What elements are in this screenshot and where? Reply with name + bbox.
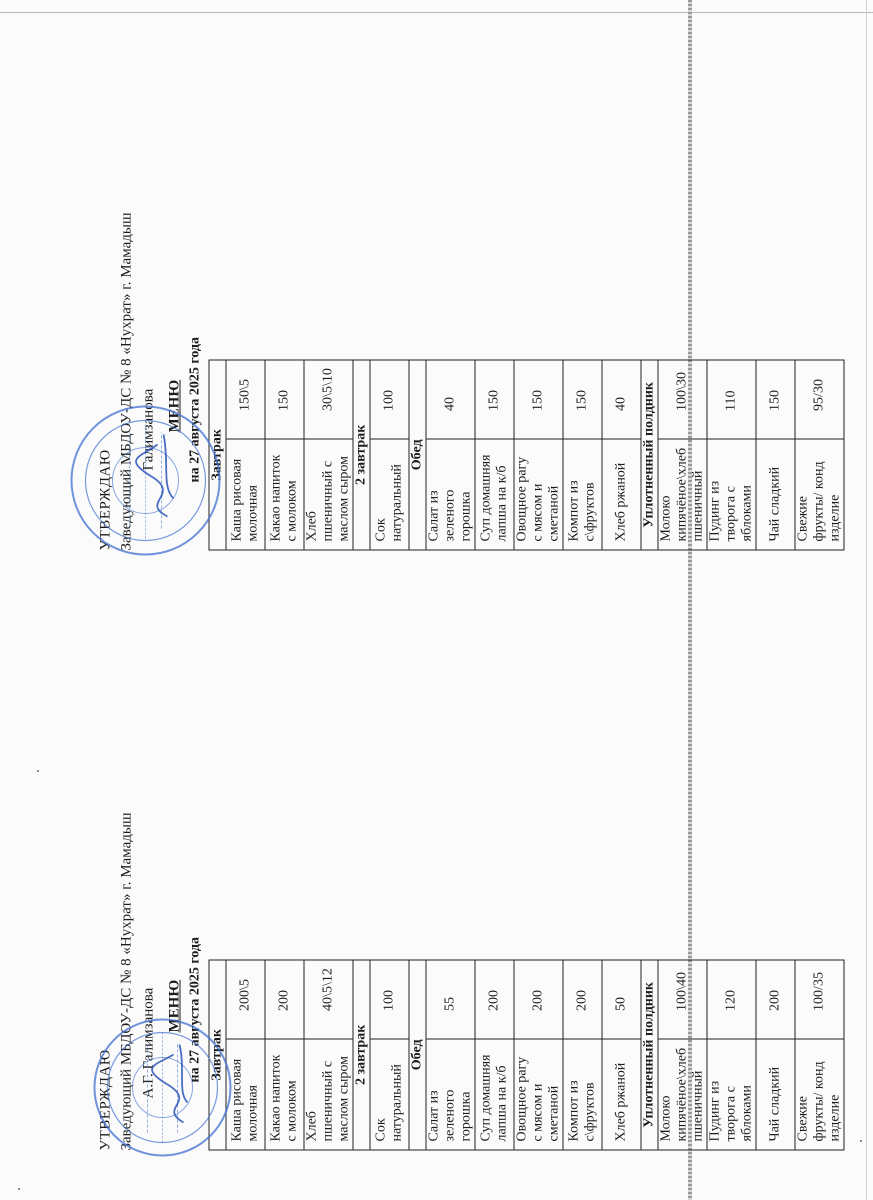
table-row — [602, 959, 641, 1149]
menu-title: МЕНЮ — [166, 979, 182, 1032]
dish-portion: 30\5\10 — [304, 359, 353, 439]
table-row — [475, 959, 514, 1149]
dish-portion: 200 — [756, 959, 795, 1039]
table-row — [795, 959, 844, 1149]
table-row — [265, 959, 304, 1149]
dish-name: Пудинг из творога с яблоками — [707, 1039, 756, 1150]
dish-name: Суп домашняя лапша на к/б — [475, 439, 514, 550]
dish-name: Какао напиток с молоком — [265, 1039, 304, 1150]
dish-name: Овощное рагу с мясом и сметаной — [514, 1039, 563, 1150]
approved-label: УТВЕРЖДАЮ — [97, 448, 113, 550]
dish-portion: 110 — [707, 359, 756, 439]
dish-name: Каша рисовая молочная — [226, 439, 265, 550]
official-stamp — [87, 1012, 237, 1162]
dish-name: Суп домашняя лапша на к/б — [475, 1039, 514, 1150]
approver-name: А.Г. Галимзанова — [140, 987, 156, 1098]
dish-portion: 55 — [426, 959, 475, 1039]
menu-title: МЕНЮ — [166, 379, 182, 432]
section-row — [641, 359, 658, 549]
table-row — [514, 359, 563, 549]
table-row — [370, 959, 409, 1149]
table-row — [426, 959, 475, 1149]
section-lunch: Обед — [409, 359, 426, 549]
table-row — [370, 359, 409, 549]
dish-name: Свежие фрукты/ конд изделие — [795, 439, 844, 550]
dish-portion: 200 — [563, 959, 602, 1039]
section-snack: Уплотненный полдник — [641, 359, 658, 549]
dish-name: Чай сладкий — [756, 1039, 795, 1150]
dish-name: Свежие фрукты/ конд изделие — [795, 1039, 844, 1150]
dish-name: Хлеб ржаной — [602, 439, 641, 550]
dish-portion: 200 — [265, 959, 304, 1039]
dish-portion: 100\40 — [658, 959, 707, 1039]
table-row — [795, 359, 844, 549]
menu-table — [208, 959, 844, 1150]
dish-name: Чай сладкий — [756, 439, 795, 550]
dish-portion: 150 — [475, 359, 514, 439]
section-row — [409, 959, 426, 1149]
dish-name: Компот из с\фруктов — [563, 1039, 602, 1150]
dish-portion: 50 — [602, 959, 641, 1039]
dish-portion: 200\5 — [226, 959, 265, 1039]
table-row — [602, 359, 641, 549]
dish-portion: 95/30 — [795, 359, 844, 439]
menu-table — [208, 359, 844, 550]
dish-name: Хлеб пшеничный с маслом сыром — [304, 1039, 353, 1150]
table-row — [475, 359, 514, 549]
section-snack: Уплотненный полдник — [641, 959, 658, 1149]
official-stamp — [65, 400, 225, 560]
dish-portion: 100\30 — [658, 359, 707, 439]
dish-portion: 40 — [602, 359, 641, 439]
approved-label: УТВЕРЖДАЮ — [97, 1048, 113, 1150]
dish-portion: 100 — [370, 359, 409, 439]
section-breakfast: Завтрак — [209, 959, 226, 1149]
section-row — [641, 959, 658, 1149]
table-row — [226, 359, 265, 549]
dish-portion: 200 — [514, 959, 563, 1039]
dish-name: Компот из с\фруктов — [563, 439, 602, 550]
dish-name: Какао напиток с молоком — [265, 439, 304, 550]
dish-portion: 100 — [370, 959, 409, 1039]
approver-position: Заведующий МБДОУ-ДС № 8 «Нухрат» г. Мамадыш — [118, 811, 134, 1150]
dish-portion: 40 — [426, 359, 475, 439]
dish-portion: 150 — [563, 359, 602, 439]
section-row — [353, 959, 370, 1149]
table-row — [756, 959, 795, 1149]
dish-portion: 150 — [265, 359, 304, 439]
table-row — [265, 359, 304, 549]
dish-name: Салат из зеленого горошка — [426, 439, 475, 550]
dish-name: Молоко кипячёное\хлеб пшеничный — [658, 439, 707, 550]
dish-name: Хлеб ржаной — [602, 1039, 641, 1150]
dish-name: Молоко кипячёное\хлеб пшеничный — [658, 1039, 707, 1150]
table-row — [304, 359, 353, 549]
dish-portion: 200 — [475, 959, 514, 1039]
dish-portion: 40\5\12 — [304, 959, 353, 1039]
table-row — [426, 359, 475, 549]
table-row — [707, 359, 756, 549]
menu-date: на 27 августа 2025 года — [187, 936, 202, 1082]
section-breakfast: Завтрак — [209, 359, 226, 549]
dish-portion: 150 — [514, 359, 563, 439]
section-breakfast2: 2 завтрак — [353, 359, 370, 549]
table-row — [756, 359, 795, 549]
dish-name: Каша рисовая молочная — [226, 1039, 265, 1150]
section-breakfast2: 2 завтрак — [353, 959, 370, 1149]
table-row — [563, 959, 602, 1149]
section-lunch: Обед — [409, 959, 426, 1149]
dish-name: Салат из зеленого горошка — [426, 1039, 475, 1150]
menu-date: на 27 августа 2025 года — [187, 336, 202, 482]
dish-name: Хлеб пшеничный с маслом сыром — [304, 439, 353, 550]
table-row — [514, 959, 563, 1149]
approver-name: Галимзанова — [140, 388, 156, 470]
dish-name: Сок натуральный — [370, 1039, 409, 1150]
dish-portion: 150 — [756, 359, 795, 439]
section-row — [409, 359, 426, 549]
table-row — [563, 359, 602, 549]
dish-name: Овощное рагу с мясом и сметаной — [514, 439, 563, 550]
dish-portion: 100/35 — [795, 959, 844, 1039]
approver-position: Заведующий МБДОУ-ДС № 8 «Нухрат» г. Мамадыш — [118, 211, 134, 550]
dish-name: Сок натуральный — [370, 439, 409, 550]
dish-portion: 150\5 — [226, 359, 265, 439]
table-row — [707, 959, 756, 1149]
dish-name: Пудинг из творога с яблоками — [707, 439, 756, 550]
table-row — [304, 959, 353, 1149]
dish-portion: 120 — [707, 959, 756, 1039]
table-row — [658, 959, 707, 1149]
table-row — [658, 359, 707, 549]
section-row — [353, 359, 370, 549]
